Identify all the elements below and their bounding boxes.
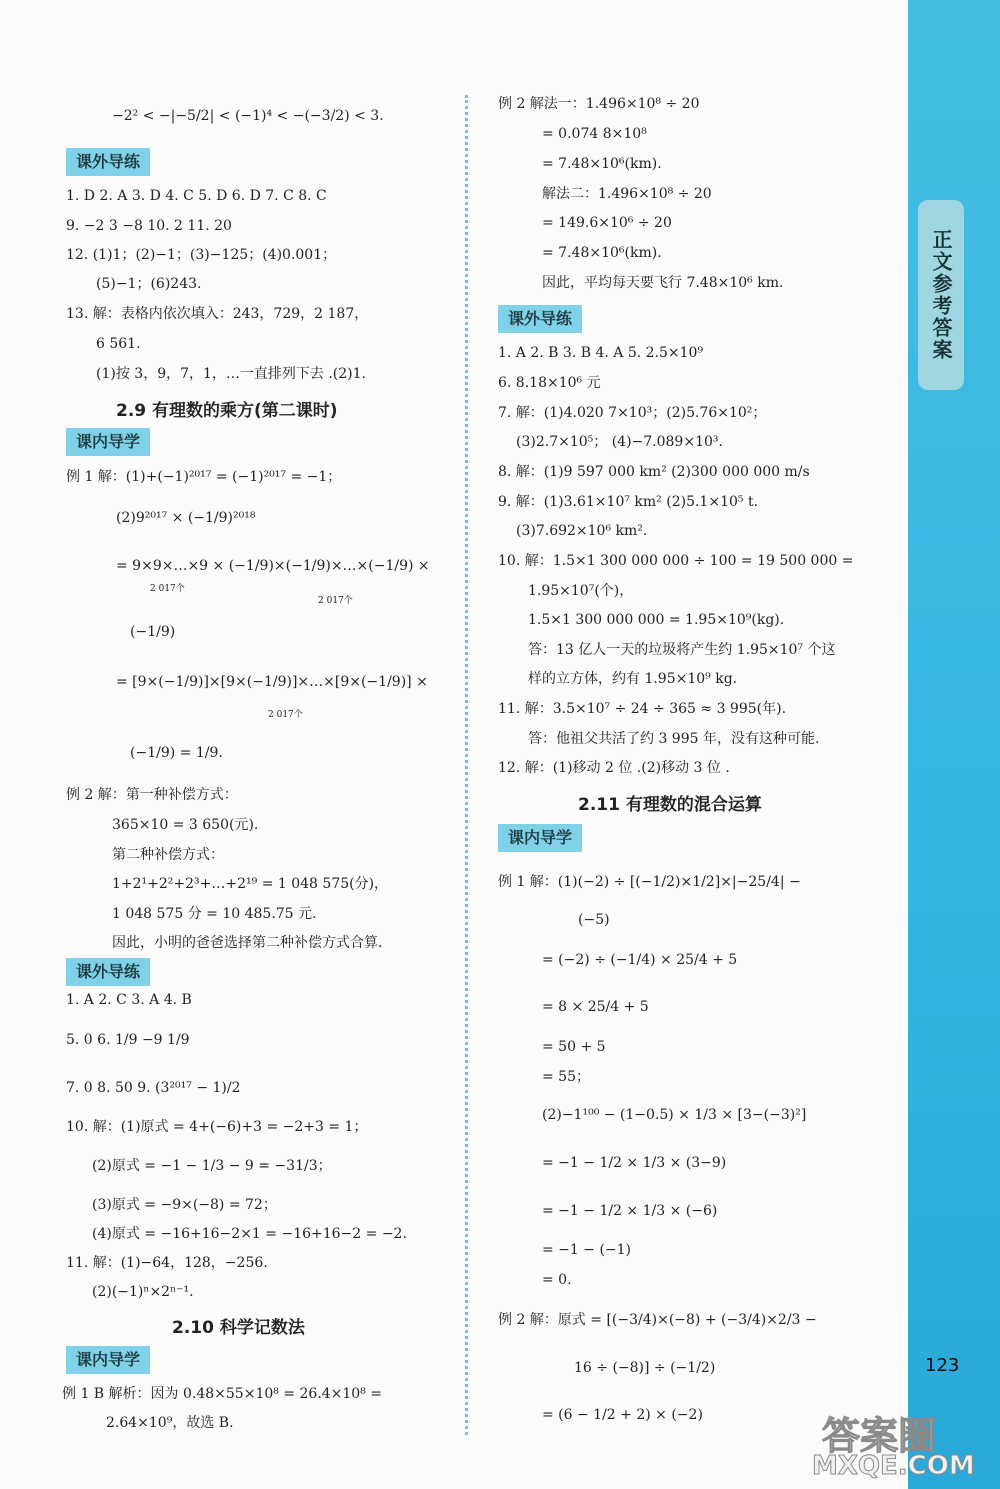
r-example2-line2: = 0.074 8×10⁸ [542, 126, 647, 142]
answers-b-1-4: 1. A 2. C 3. A 4. B [66, 992, 192, 1008]
example1b-line2: 2.64×10⁹，故选 B. [106, 1415, 234, 1431]
r-example2-line5: = 149.6×10⁶ ÷ 20 [542, 215, 672, 231]
heading-kewai-2: 课外导练 [66, 958, 150, 986]
section-title-2-11: 2.11 有理数的混合运算 [578, 795, 762, 815]
answer-b-10b: (2)原式 = −1 − 1/3 − 9 = −31/3； [92, 1158, 332, 1174]
answers-b-5-6: 5. 0 6. 1/9 −9 1/9 [66, 1032, 190, 1048]
answer-13a: 13. 解：表格内依次填入：243，729，2 187， [66, 306, 369, 322]
r-answer-9a: 9. 解：(1)3.61×10⁷ km² (2)5.1×10⁵ t. [498, 494, 759, 510]
r-ex1-line4: = 8 × 25/4 + 5 [542, 999, 649, 1015]
r-answer-11b: 答：他祖父共活了约 3 995 年，没有这种可能. [528, 731, 820, 747]
example2-line2: 365×10 = 3 650(元). [112, 817, 259, 833]
r-ex1-part2-line2: = −1 − 1/2 × 1/3 × (3−9) [542, 1155, 727, 1171]
watermark-line2: MXQE.COM [812, 1451, 975, 1481]
r-ex2-line1: 例 2 解：原式 = [(−3/4)×(−8) + (−3/4)×2/3 − [498, 1312, 817, 1328]
answer-12a: 12. (1)1；(2)−1；(3)−125；(4)0.001； [66, 247, 337, 263]
answer-12b: (5)−1；(6)243. [96, 276, 202, 292]
heading-kenei-1: 课内导学 [66, 428, 150, 456]
r-ex1-line1: 例 1 解：(1)(−2) ÷ [(−1/2)×1/2]×|−25/4| − [498, 874, 801, 890]
r-example2-line7: 因此，平均每天要飞行 7.48×10⁶ km. [542, 275, 784, 291]
r-heading-kenei: 课内导学 [498, 824, 582, 852]
r-answer-10b: 1.95×10⁷(个)， [528, 583, 634, 599]
example1-line2: (2)9²⁰¹⁷ × (−1/9)²⁰¹⁸ [116, 510, 256, 526]
top-line: −2² < −|−5/2| < (−1)⁴ < −(−3/2) < 3. [112, 108, 384, 124]
r-answer-10d: 答：13 亿人一天的垃圾将产生约 1.95×10⁷ 个这 [528, 642, 836, 658]
r-ex1-part2-line4: = −1 − (−1) [542, 1242, 632, 1258]
example2-line1: 例 2 解：第一种补偿方式： [66, 787, 238, 803]
r-ex1-part2-line5: = 0. [542, 1272, 572, 1288]
r-answer-9b: (3)7.692×10⁶ km². [516, 523, 648, 539]
watermark-line1: 答案圈 [822, 1414, 937, 1458]
r-ex1-line5: = 50 + 5 [542, 1039, 606, 1055]
r-ex1-line3: = (−2) ÷ (−1/4) × 25/4 + 5 [542, 952, 738, 968]
answer-13c: (1)按 3，9，7，1，…一直排列下去 .(2)1. [96, 366, 366, 382]
r-ex2-line2: 16 ÷ (−8)] ÷ (−1/2) [574, 1360, 716, 1376]
r-answer-10e: 样的立方体，约有 1.95×10⁹ kg. [528, 671, 738, 687]
example1b-line1: 例 1 B 解析：因为 0.48×55×10⁸ = 26.4×10⁸ = [62, 1386, 383, 1402]
side-tab: 正文参考答案 [918, 200, 964, 390]
answers-b-7-9: 7. 0 8. 50 9. (3²⁰¹⁷ − 1)/2 [66, 1080, 241, 1096]
example1-line3: = 9×9×…×9 × (−1/9)×(−1/9)×…×(−1/9) × [116, 558, 430, 574]
r-answer-8: 8. 解：(1)9 597 000 km² (2)300 000 000 m/s [498, 464, 810, 480]
r-ex1-line2: (−5) [578, 912, 610, 928]
answer-b-10c: (3)原式 = −9×(−8) = 72； [92, 1197, 277, 1213]
r-example2-line3: = 7.48×10⁶(km). [542, 156, 662, 172]
r-example2-line6: = 7.48×10⁶(km). [542, 245, 662, 261]
watermark-logo [812, 1405, 992, 1485]
r-example2-line4: 解法二：1.496×10⁸ ÷ 20 [542, 186, 712, 202]
example2-line4: 1+2¹+2²+2³+…+2¹⁹ = 1 048 575(分)， [112, 876, 389, 892]
example1-note1: 2 017个 [150, 584, 185, 594]
r-answers-1-5: 1. A 2. B 3. B 4. A 5. 2.5×10⁹ [498, 345, 704, 361]
answer-b-11a: 11. 解：(1)−64，128，−256. [66, 1255, 268, 1271]
r-ex1-part2-line3: = −1 − 1/2 × 1/3 × (−6) [542, 1203, 718, 1219]
example1-line6: (−1/9) = 1/9. [130, 745, 223, 761]
example2-line3: 第二种补偿方式： [112, 847, 224, 863]
r-example2-line1: 例 2 解法一：1.496×10⁸ ÷ 20 [498, 96, 700, 112]
example1-line5: = [9×(−1/9)]×[9×(−1/9)]×…×[9×(−1/9)] × [116, 674, 428, 690]
example1-line4: (−1/9) [130, 624, 176, 640]
heading-kewai-1: 课外导练 [66, 148, 150, 176]
section-title-2-9: 2.9 有理数的乘方(第二课时) [116, 401, 338, 421]
r-heading-kewai: 课外导练 [498, 305, 582, 333]
example2-line5: 1 048 575 分 = 10 485.75 元. [112, 906, 317, 922]
example2-line6: 因此，小明的爸爸选择第二种补偿方式合算. [112, 935, 383, 951]
answers-1-8: 1. D 2. A 3. D 4. C 5. D 6. D 7. C 8. C [66, 188, 327, 204]
answer-b-10d: (4)原式 = −16+16−2×1 = −16+16−2 = −2. [92, 1226, 407, 1242]
section-title-2-10: 2.10 科学记数法 [172, 1318, 305, 1338]
r-answer-7b: (3)2.7×10⁵； (4)−7.089×10³. [516, 434, 723, 450]
heading-kenei-2: 课内导学 [66, 1346, 150, 1374]
r-answer-12: 12. 解：(1)移动 2 位 .(2)移动 3 位 . [498, 760, 730, 776]
r-answer-10a: 10. 解：1.5×1 300 000 000 ÷ 100 = 19 500 000 = [498, 553, 854, 569]
answer-13b: 6 561. [96, 336, 141, 352]
r-ex2-line3: = (6 − 1/2 + 2) × (−2) [542, 1407, 703, 1423]
r-answer-7a: 7. 解：(1)4.020 7×10³；(2)5.76×10²； [498, 405, 767, 421]
answer-b-11b: (2)(−1)ⁿ×2ⁿ⁻¹. [92, 1284, 194, 1300]
example1-note2: 2 017个 [318, 596, 353, 606]
example1-line1: 例 1 解：(1)+(−1)²⁰¹⁷ = (−1)²⁰¹⁷ = −1； [66, 469, 342, 485]
r-answer-10c: 1.5×1 300 000 000 = 1.95×10⁹(kg). [528, 612, 785, 628]
column-divider [465, 95, 468, 1435]
example1-note3: 2 017个 [268, 710, 303, 720]
r-answer-6: 6. 8.18×10⁶ 元 [498, 375, 601, 391]
r-ex1-line6: = 55； [542, 1069, 590, 1085]
r-ex1-part2-line1: (2)−1¹⁰⁰ − (1−0.5) × 1/3 × [3−(−3)²] [542, 1107, 807, 1123]
answer-b-10a: 10. 解：(1)原式 = 4+(−6)+3 = −2+3 = 1； [66, 1119, 368, 1135]
page-number: 123 [925, 1355, 960, 1376]
r-answer-11a: 11. 解：3.5×10⁷ ÷ 24 ÷ 365 ≈ 3 995(年). [498, 701, 787, 717]
answers-9-11: 9. −2 3 −8 10. 2 11. 20 [66, 218, 232, 234]
